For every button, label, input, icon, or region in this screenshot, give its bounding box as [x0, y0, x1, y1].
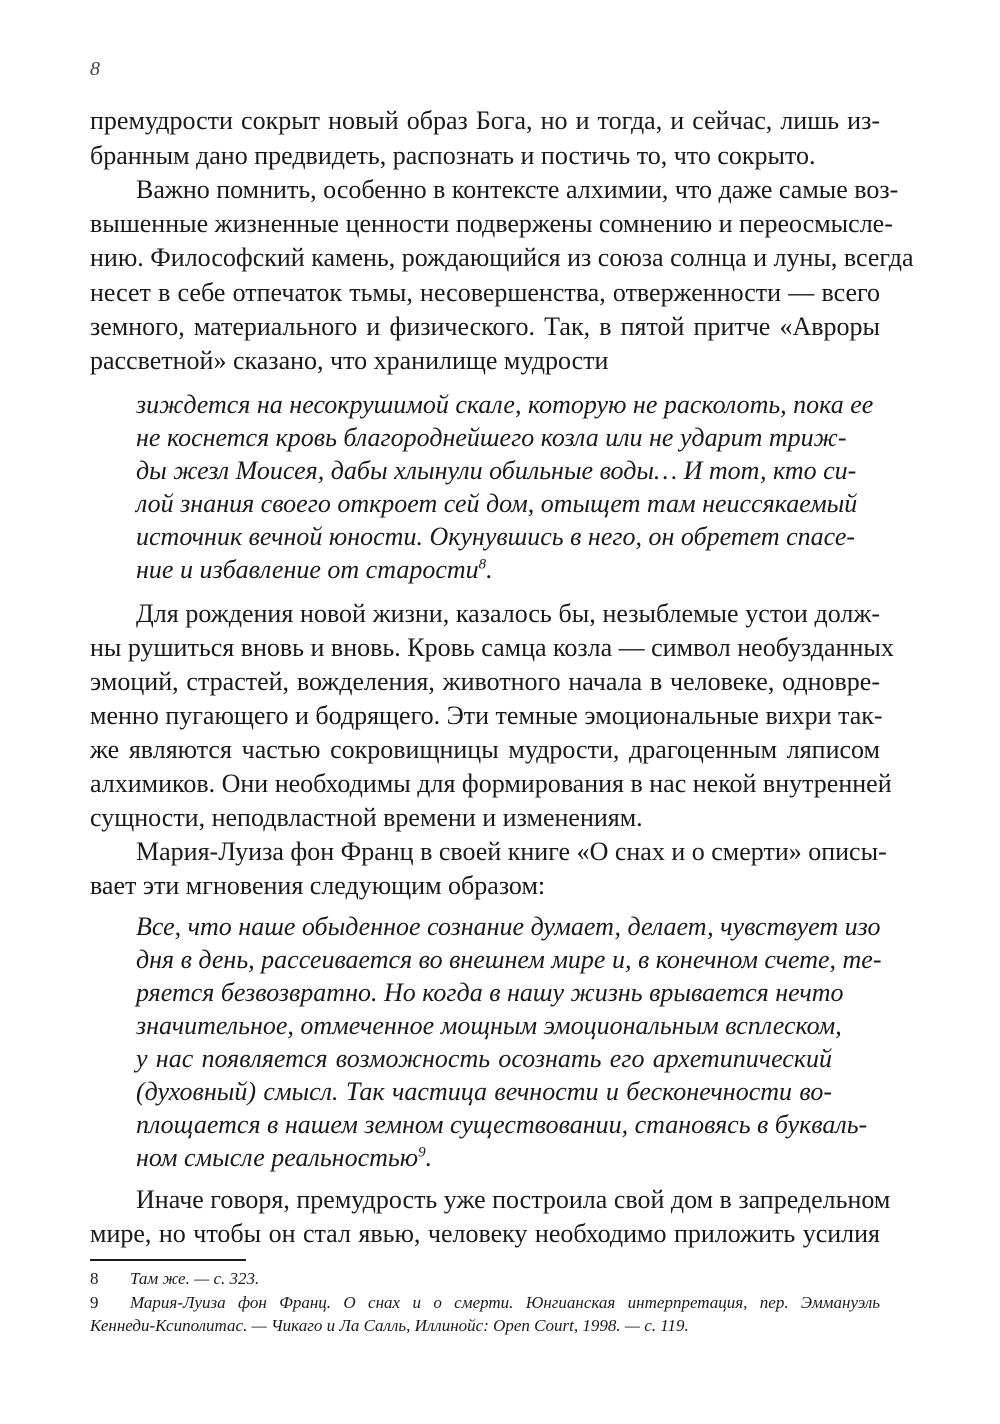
body-line: алхимиков. Они необходимы для формирования в нас некой внутренней: [90, 769, 892, 798]
body-line: премудрости сокрыт новый образ Бога, но и тогда, и сейчас, лишь из-: [90, 106, 880, 135]
quote-line: ды жезл Моисея, дабы хлынули обильные воды… И тот, кто си-: [136, 456, 857, 485]
footnote-separator: [90, 1259, 246, 1261]
body-line: же являются частью сокровищницы мудрости, драгоценным ляписом: [90, 735, 880, 764]
quote-line: дня в день, рассеивается во внешнем мире и, в конечном счете, те-: [136, 945, 882, 974]
footnote-ref[interactable]: 9: [418, 1144, 426, 1161]
quote-line: [136, 1141, 832, 1175]
quote-line: не коснется кровь благороднейшего козла или не ударит триж-: [136, 423, 847, 452]
body-line: нию. Философский камень, рождающийся из союза солнца и луны, всегда: [90, 243, 914, 272]
body-line: вает эти мгновения следующим образом:: [90, 871, 546, 900]
body-line: эмоций, страстей, вожделения, животного начала в человеке, одновре-: [90, 667, 880, 696]
quote-text: ние и избавление от старости: [136, 555, 479, 584]
body-line: ны рушиться вновь и вновь. Кровь самца козла — символ необузданных: [90, 633, 894, 662]
quote-end: .: [486, 555, 493, 584]
quote-text: ном смысле реальностью: [136, 1143, 419, 1172]
quote-line: источник вечной юности. Окунувшись в него, он обретет спасе-: [136, 522, 856, 551]
body-line: несет в себе отпечаток тьмы, несовершенства, отверженности — всего: [90, 278, 880, 307]
footnote: [90, 1292, 880, 1314]
footnote: [90, 1268, 880, 1290]
body-line: земного, материального и физического. Так, в пятой притче «Авроры: [90, 312, 880, 341]
quote-line: лой знания своего откроет сей дом, отыщет там неиссякаемый: [136, 489, 858, 518]
footnote-number: 9: [90, 1293, 99, 1312]
quote-line: у нас появляется возможность осознать его архетипический: [136, 1044, 832, 1073]
quote-line: Все, что наше обыденное сознание думает, делает, чувствует изо: [136, 912, 881, 941]
quote-line: зиждется на несокрушимой скале, которую не расколоть, пока ее: [136, 390, 874, 419]
body-line: Для рождения новой жизни, казалось бы, незыблемые устои долж-: [136, 599, 880, 628]
footnote-continuation: Кеннеди-Ксиполитас. — Чикаго и Ла Салль, Иллинойс: Open Court, 1998. — с. 119.: [90, 1316, 689, 1335]
body-line: Мария-Луиза фон Франц в своей книге «О снах и о смерти» описы-: [136, 837, 887, 866]
body-line: мире, но чтобы он стал явью, человеку необходимо приложить усилия: [90, 1219, 880, 1248]
quote-line: [136, 553, 832, 587]
body-line: вышенные жизненные ценности подвержены сомнению и переосмысле-: [90, 209, 893, 238]
quote-line: ряется безвозвратно. Но когда в нашу жизнь врывается нечто: [136, 978, 844, 1007]
page-number: 8: [90, 58, 100, 80]
quote-line: площается в нашем земном существовании, становясь в букваль-: [136, 1110, 868, 1139]
footnote-text: Там же. — с. 323.: [130, 1269, 260, 1288]
quote-line: (духовный) смысл. Так частица вечности и бесконечности во-: [136, 1077, 832, 1106]
footnote-ref[interactable]: 8: [478, 556, 487, 573]
body-line: менно пугающего и бодрящего. Эти темные эмоциональные вихри так-: [90, 701, 883, 730]
body-line: Важно помнить, особенно в контексте алхимии, что даже самые воз-: [136, 175, 899, 204]
quote-end: .: [425, 1143, 433, 1172]
body-line: рассветной» сказано, что хранилище мудрости: [90, 346, 609, 375]
body-line: Иначе говоря, премудрость уже построила свой дом в запредельном: [136, 1185, 891, 1214]
body-line: бранным дано предвидеть, распознать и постичь то, что сокрыто.: [90, 141, 816, 170]
footnote-number: 8: [90, 1269, 99, 1288]
quote-line: значительное, отмеченное мощным эмоциональным всплеском,: [136, 1011, 842, 1040]
footnote-text: Мария-Луиза фон Франц. О снах и о смерти. Юнгианская интерпретация, пер. Эммануэль: [130, 1293, 880, 1312]
body-line: сущности, неподвластной времени и изменениям.: [90, 803, 643, 832]
